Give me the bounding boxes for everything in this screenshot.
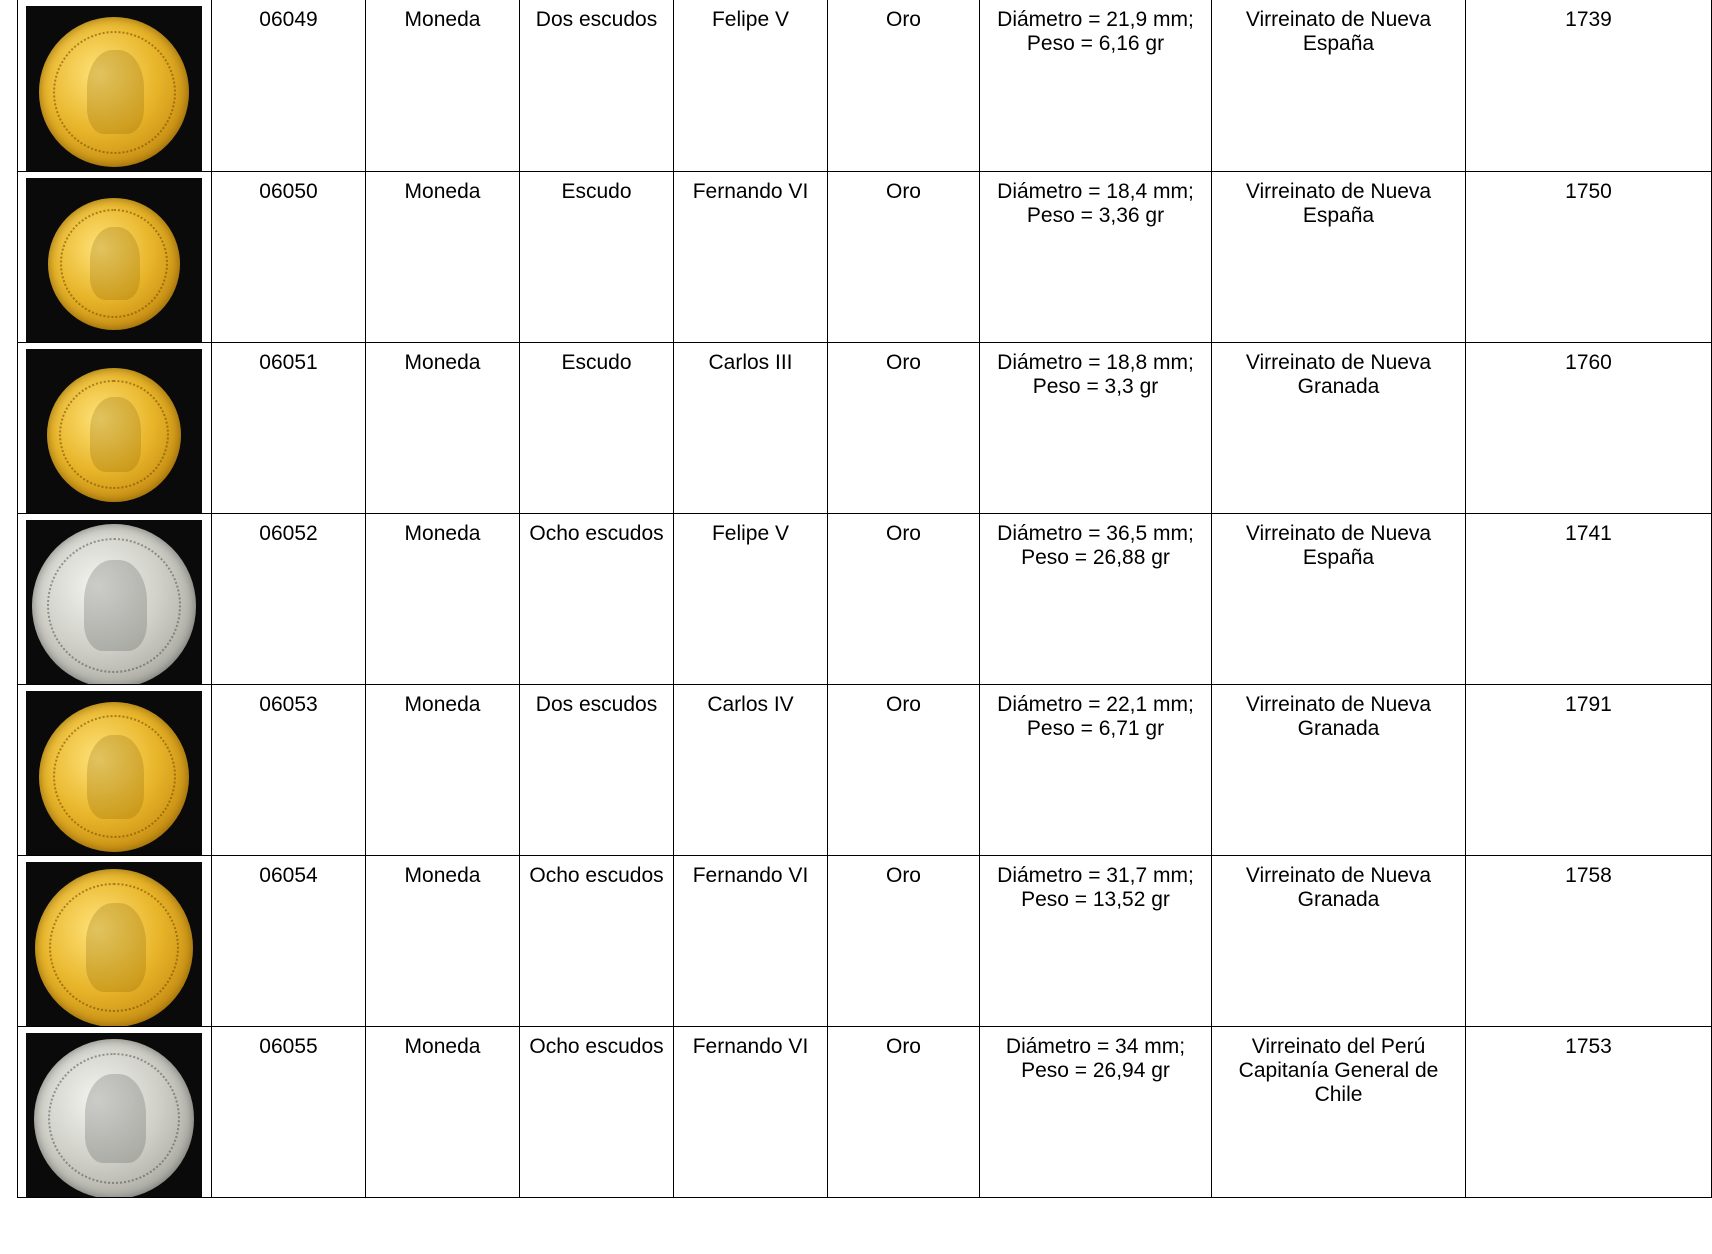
object-type-cell [366,855,520,1026]
year: 1758 [1565,863,1612,887]
provenance-line: Granada [1297,374,1380,398]
coin-image [39,17,189,167]
year: 1760 [1565,350,1612,374]
catalog-number: 06052 [259,521,318,545]
provenance-line: Virreinato de Nueva [1245,521,1432,545]
provenance-cell [1212,0,1466,171]
year-cell [1466,1026,1712,1197]
coin-image [32,524,196,685]
provenance-line: Virreinato de Nueva [1245,692,1432,716]
denomination: Ocho escudos [529,521,664,545]
coin-image [48,198,180,330]
table-row [18,342,1712,513]
measure-line: Diámetro = 31,7 mm; [997,863,1194,887]
coin-photo [26,520,202,685]
object-type: Moneda [404,692,481,716]
measure-line: Peso = 26,94 gr [1021,1058,1170,1082]
catalog-number: 06049 [259,8,318,31]
catalog-number: 06050 [259,179,318,203]
measures-cell [980,855,1212,1026]
denomination: Ocho escudos [529,863,664,887]
table-row [18,855,1712,1026]
catalog-number-cell [212,342,366,513]
measures-cell [980,513,1212,684]
catalog-number-cell [212,0,366,171]
catalog-body [18,0,1712,1197]
coin-image [35,869,193,1027]
coin-image-cell [18,342,212,513]
measure-line: Peso = 6,16 gr [1026,32,1165,55]
coin-photo [26,178,202,343]
object-type: Moneda [404,863,481,887]
measures-cell [980,171,1212,342]
object-type: Moneda [404,521,481,545]
metal: Oro [885,863,921,887]
year-cell [1466,0,1712,171]
measure-line: Diámetro = 18,4 mm; [997,179,1194,203]
metal: Oro [885,8,921,31]
table-row [18,513,1712,684]
table-row [18,0,1712,171]
monarch-cell [674,684,828,855]
year-cell [1466,684,1712,855]
monarch-cell [674,855,828,1026]
coin-image [34,1039,194,1198]
catalog-number-cell [212,684,366,855]
metal-cell [828,684,980,855]
provenance-line: Virreinato de Nueva [1245,863,1432,887]
denomination: Dos escudos [535,8,658,31]
object-type: Moneda [404,1034,481,1058]
provenance-line: Virreinato de Nueva [1245,179,1432,203]
monarch: Fernando VI [692,179,809,203]
coin-image [39,702,189,852]
object-type-cell [366,1026,520,1197]
provenance-line: Granada [1297,716,1380,740]
denomination-cell [520,1026,674,1197]
measure-line: Peso = 13,52 gr [1021,887,1170,911]
metal: Oro [885,692,921,716]
table-row [18,171,1712,342]
object-type: Moneda [404,350,481,374]
monarch: Felipe V [711,8,790,31]
denomination: Escudo [561,350,632,374]
denomination-cell [520,0,674,171]
year: 1753 [1565,1034,1612,1058]
denomination: Dos escudos [535,692,658,716]
object-type-cell [366,342,520,513]
provenance-line: Virreinato de Nueva [1245,350,1432,374]
object-type-cell [366,0,520,171]
provenance-line: Capitanía General de [1238,1058,1439,1082]
year: 1791 [1565,692,1612,716]
coin-image-cell [18,0,212,171]
object-type-cell [366,684,520,855]
coin-photo [26,1033,202,1198]
coin-image-cell [18,684,212,855]
coin-photo [26,691,202,856]
measures-cell [980,342,1212,513]
denomination-cell [520,171,674,342]
catalog-number-cell [212,171,366,342]
provenance-line: España [1302,203,1375,227]
provenance-line: Virreinato del Perú [1251,1034,1426,1058]
monarch-cell [674,342,828,513]
metal: Oro [885,179,921,203]
measure-line: Diámetro = 22,1 mm; [997,692,1194,716]
provenance-cell [1212,171,1466,342]
catalog-number: 06054 [259,863,318,887]
catalog-number: 06051 [259,350,318,374]
denomination: Escudo [561,179,632,203]
measure-line: Diámetro = 21,9 mm; [997,8,1194,31]
metal-cell [828,342,980,513]
year-cell [1466,171,1712,342]
provenance-cell [1212,513,1466,684]
measure-line: Peso = 26,88 gr [1021,545,1170,569]
monarch: Carlos III [708,350,793,374]
denomination-cell [520,342,674,513]
metal: Oro [885,1034,921,1058]
table-row [18,1026,1712,1197]
denomination-cell [520,684,674,855]
provenance-cell [1212,342,1466,513]
provenance-line: Virreinato de Nueva [1245,8,1432,31]
monarch: Felipe V [711,521,790,545]
year: 1750 [1565,179,1612,203]
measure-line: Peso = 3,3 gr [1032,374,1159,398]
coin-catalog-table [17,0,1712,1198]
year-cell [1466,342,1712,513]
coin-catalog-sheet [17,0,1711,1254]
metal: Oro [885,350,921,374]
coin-photo [26,6,202,171]
provenance-line: España [1302,32,1375,55]
monarch-cell [674,171,828,342]
metal-cell [828,0,980,171]
year: 1741 [1565,521,1612,545]
table-row [18,684,1712,855]
coin-image-cell [18,513,212,684]
denomination-cell [520,855,674,1026]
catalog-number-cell [212,513,366,684]
measure-line: Diámetro = 36,5 mm; [997,521,1194,545]
coin-image-cell [18,855,212,1026]
monarch: Carlos IV [707,692,794,716]
metal-cell [828,171,980,342]
object-type: Moneda [404,8,481,31]
catalog-number-cell [212,1026,366,1197]
provenance-cell [1212,855,1466,1026]
monarch-cell [674,513,828,684]
measure-line: Peso = 3,36 gr [1026,203,1165,227]
denomination: Ocho escudos [529,1034,664,1058]
measures-cell [980,0,1212,171]
metal-cell [828,513,980,684]
denomination-cell [520,513,674,684]
coin-image [47,368,181,502]
year: 1739 [1565,8,1612,31]
measure-line: Diámetro = 18,8 mm; [997,350,1194,374]
monarch-cell [674,0,828,171]
provenance-line: Granada [1297,887,1380,911]
monarch-cell [674,1026,828,1197]
coin-photo [26,862,202,1027]
measure-line: Diámetro = 34 mm; [1005,1034,1186,1058]
coin-image-cell [18,171,212,342]
metal-cell [828,855,980,1026]
catalog-number-cell [212,855,366,1026]
object-type-cell [366,513,520,684]
coin-image-cell [18,1026,212,1197]
object-type: Moneda [404,179,481,203]
provenance-cell [1212,1026,1466,1197]
catalog-number: 06053 [259,692,318,716]
provenance-line: España [1302,545,1375,569]
catalog-number: 06055 [259,1034,318,1058]
measures-cell [980,1026,1212,1197]
measures-cell [980,684,1212,855]
coin-photo [26,349,202,514]
measure-line: Peso = 6,71 gr [1026,716,1165,740]
monarch: Fernando VI [692,863,809,887]
object-type-cell [366,171,520,342]
year-cell [1466,513,1712,684]
monarch: Fernando VI [692,1034,809,1058]
metal-cell [828,1026,980,1197]
year-cell [1466,855,1712,1026]
metal: Oro [885,521,921,545]
provenance-line: Chile [1314,1082,1363,1106]
provenance-cell [1212,684,1466,855]
